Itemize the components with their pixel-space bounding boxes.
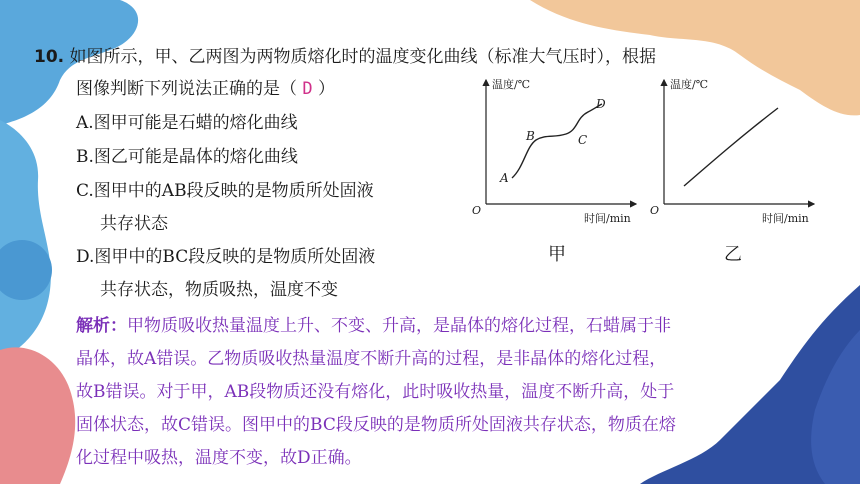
graph-yi xyxy=(644,72,824,227)
option-d-line2: 共存状态，物质吸热，温度不变 xyxy=(100,280,338,300)
jia-x-axis-label: 时间/min xyxy=(584,212,631,225)
question-number: 10. xyxy=(34,47,65,67)
question-stem-line2 xyxy=(76,78,335,100)
question-stem-text1: 如图所示，甲、乙两图为两物质熔化时的温度变化曲线（标准大气压时），根据 xyxy=(69,47,657,67)
answer-letter: D xyxy=(302,79,313,99)
explanation-line4: 固体状态，故C错误。图甲中的BC段反映的是物质所处固液共存状态，物质在熔 xyxy=(76,415,676,435)
yi-y-axis-label: 温度/℃ xyxy=(670,78,709,91)
option-c-line1: C.图甲中的AB段反映的是物质所处固液 xyxy=(76,181,374,201)
option-a: A.图甲可能是石蜡的熔化曲线 xyxy=(76,113,298,133)
graph-jia xyxy=(466,72,646,227)
option-b: B.图乙可能是晶体的熔化曲线 xyxy=(76,147,298,167)
question-stem-text2-end: ） xyxy=(312,79,336,99)
jia-point-d: D xyxy=(596,97,606,111)
option-d-line1: D.图甲中的BC段反映的是物质所处固液 xyxy=(76,247,376,267)
jia-point-b: B xyxy=(526,129,535,143)
yi-origin-label: O xyxy=(650,204,660,217)
explanation-line3: 故B错误。对于甲，AB段物质还没有熔化，此时吸收热量，温度不断升高，处于 xyxy=(76,382,675,402)
explanation-line1 xyxy=(76,315,671,337)
explanation-label: 解析： xyxy=(76,316,127,336)
jia-point-c: C xyxy=(578,133,588,147)
explanation-line2: 晶体，故A错误。乙物质吸收热量温度不断升高的过程，是非晶体的熔化过程， xyxy=(76,349,667,369)
jia-point-a: A xyxy=(500,171,509,185)
graph-jia-caption: 甲 xyxy=(548,244,566,265)
option-c-line2: 共存状态 xyxy=(100,214,168,234)
graph-yi-caption: 乙 xyxy=(724,244,742,265)
jia-origin-label: O xyxy=(472,204,482,217)
explanation-text1: 甲物质吸收热量温度上升、不变、升高，是晶体的熔化过程，石蜡属于非 xyxy=(127,316,671,336)
question-stem-text2: 图像判断下列说法正确的是（ xyxy=(76,79,303,99)
yi-x-axis-label: 时间/min xyxy=(762,212,809,225)
yi-melting-curve xyxy=(684,108,778,186)
explanation-line5: 化过程中吸热，温度不变，故D正确。 xyxy=(76,448,362,468)
question-stem-line1 xyxy=(34,46,656,68)
jia-y-axis-label: 温度/℃ xyxy=(492,78,531,91)
